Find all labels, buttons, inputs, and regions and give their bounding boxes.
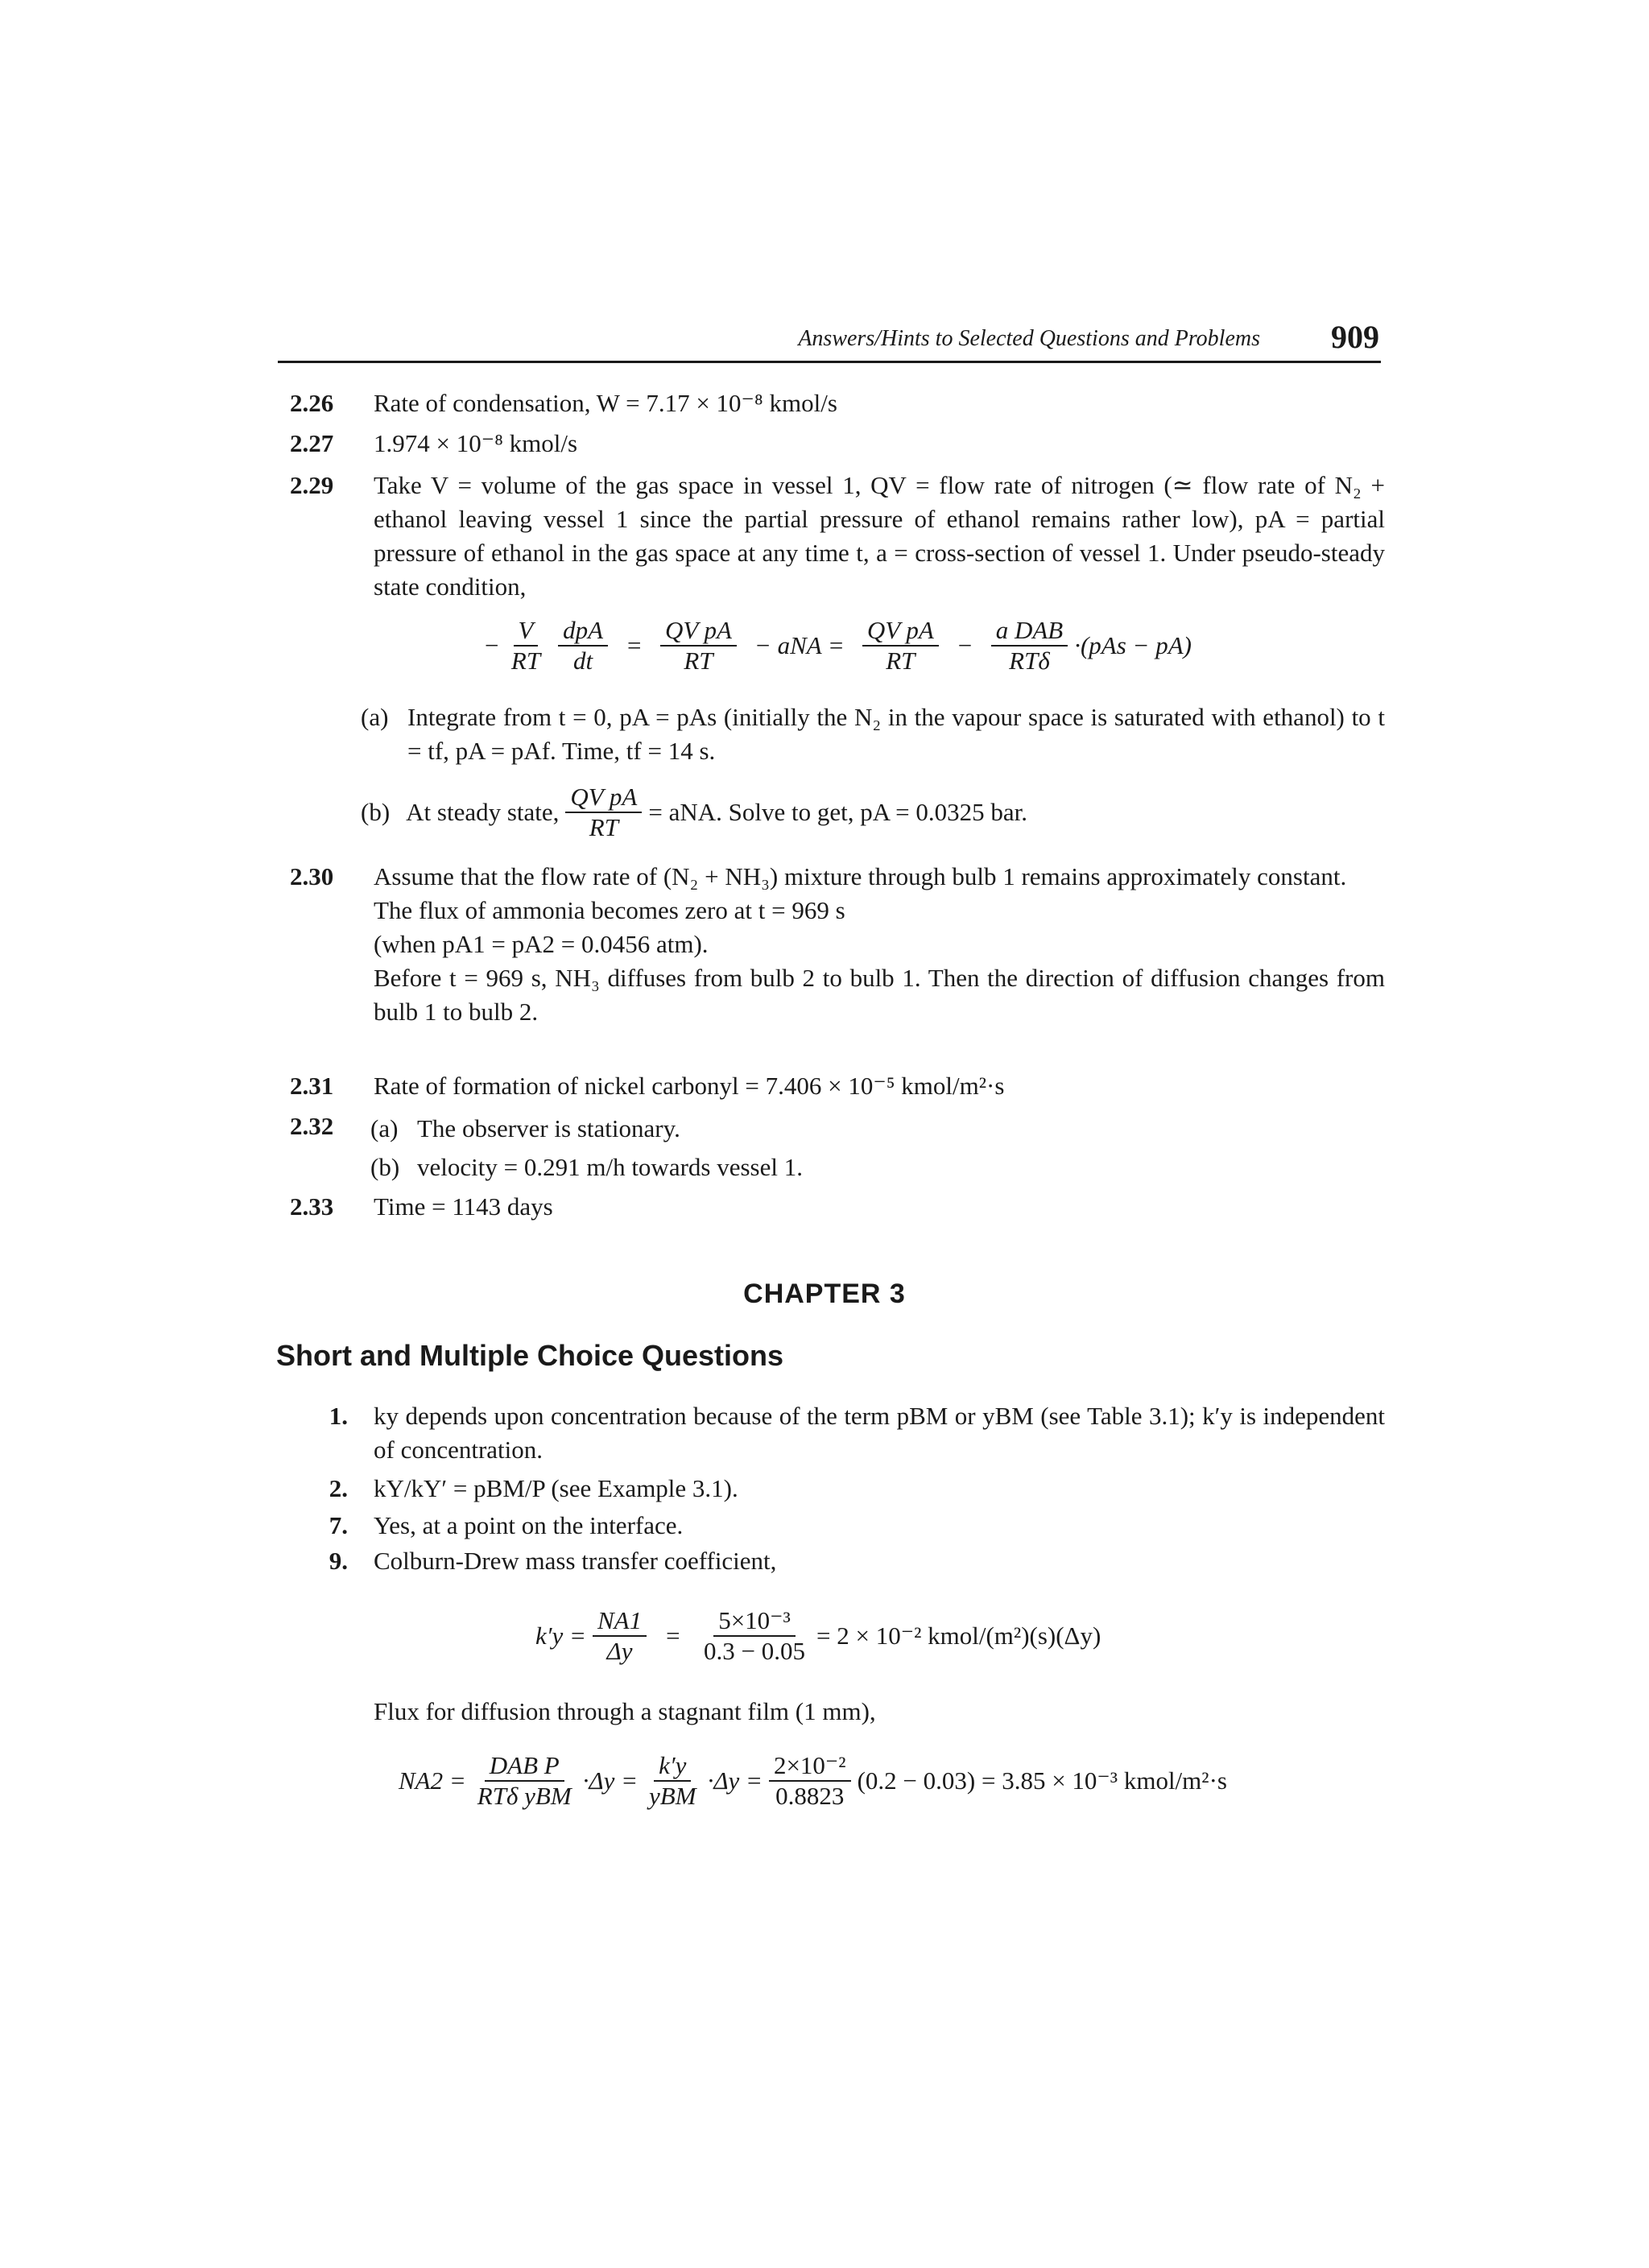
fraction: $\frac{\text{a DAB}}{\text{RTδ}}$ [991,616,1068,675]
eq-tail: ·(pAs − pA) [1074,630,1192,659]
fraction: $\frac{\text{QV pA}}{RT}$ [862,616,939,675]
answer-number: 2.27 [290,429,334,457]
part-text: = aNA. Solve to get, pA = 0.0325 bar. [648,797,1028,826]
eq-operator: − aNA = [754,630,845,659]
fraction: $\frac{\text{DAB P}}{\text{RTδ yBM}}$ [477,1751,572,1810]
flux-description [322,1695,1385,1729]
equation-2-29 [483,616,1192,675]
eq-operator: ·Δy = [582,1766,639,1795]
question-number: 7. [329,1511,348,1539]
eq-operator: − [956,630,973,659]
chapter-title: CHAPTER 3 [743,1279,906,1309]
answer-2-33 [290,1190,1385,1224]
part-label: (b) [370,1153,400,1181]
answer-2-29-part-b [361,783,1027,841]
eq-lhs: NA2 = [399,1766,466,1795]
question-text: Colburn-Drew mass transfer coefficient, [374,1547,777,1575]
question-text: ky depends upon concentration because of the term pBM or yBM (see Table 3.1); k′y is independent of concentration. [374,1402,1385,1464]
answer-text: Rate of condensation, W = 7.17 × 10⁻⁸ kmol/s [374,389,837,417]
answer-text: 1.974 × 10⁻⁸ kmol/s [374,429,578,457]
answer-line: The flux of ammonia becomes zero at t = 969 s [374,896,845,924]
equation-na2 [399,1751,1227,1810]
question-7 [322,1509,1385,1543]
part-label: (b) [361,797,391,826]
page-number: 909 [1331,319,1379,355]
part-label: (a) [370,1114,399,1142]
answer-number: 2.30 [290,862,334,890]
answer-number: 2.26 [290,389,334,417]
fraction: $\frac{NA1}{\Delta y}$ [593,1606,647,1665]
answer-text: Take V = volume of the gas space in vessel 1, QV = flow rate of nitrogen (≃ flow rate of N₂ + ethanol leaving vessel 1 since the partial pressure of ethanol remains rather low), pA = partial pressure of ethanol in the gas space at any time t, a = cross-section of vessel 1. Under pseudo-steady state condition, [374,471,1385,601]
answer-2-26 [290,386,1385,420]
question-text: Yes, at a point on the interface. [374,1511,684,1539]
eq-operator: ·Δy = [707,1766,763,1795]
answer-number: 2.32 [290,1112,334,1140]
question-number: 1. [329,1402,348,1430]
eq-rhs: (0.2 − 0.03) = 3.85 × 10⁻³ kmol/m²·s [857,1766,1227,1795]
answer-2-31 [290,1069,1385,1103]
question-1 [322,1399,1385,1467]
answer-number: 2.33 [290,1192,334,1221]
fraction: $\frac{\text{QV pA}}{RT}$ [565,783,642,841]
fraction: $\frac{V}{RT}$ [510,616,541,675]
answer-line: (when pA1 = pA2 = 0.0456 atm). [374,930,709,958]
question-9 [322,1544,1385,1578]
answer-number: 2.29 [290,471,334,499]
eq-sign: − [483,630,500,659]
answer-2-29-part-a [290,700,1385,768]
flux-text: Flux for diffusion through a stagnant film (1 mm), [374,1697,876,1725]
section-title: Short and Multiple Choice Questions [276,1339,784,1372]
fraction: $\frac{\text{QV pA}}{RT}$ [660,616,737,675]
fraction: $\frac{\text{2×10⁻²}}{0.8823}$ [769,1751,851,1810]
answer-line: Assume that the flow rate of (N₂ + NH₃) mixture through bulb 1 remains approximately constant. [374,862,1347,890]
question-text: kY/kY′ = pBM/P (see Example 3.1). [374,1474,738,1502]
running-header [278,319,1381,363]
answer-line: Before t = 969 s, NH₃ diffuses from bulb 2 to bulb 1. Then the direction of diffusion changes from bulb 1 to bulb 2. [374,964,1385,1026]
part-text: The observer is stationary. [417,1114,680,1142]
part-text: At steady state, [406,797,560,826]
answer-text: Time = 1143 days [374,1192,553,1221]
answer-text: Rate of formation of nickel carbonyl = 7.406 × 10⁻⁵ kmol/m²·s [374,1072,1005,1100]
fraction: $\frac{\text{dpA}}{dt}$ [558,616,608,675]
answer-2-32 [290,1109,1385,1187]
question-2 [322,1472,1385,1506]
answer-2-27 [290,427,1385,461]
answer-2-30 [290,860,1385,1029]
fraction: $\frac{k'y}{\text{yBM}}$ [649,1751,696,1810]
part-label: (a) [361,703,389,731]
part-text: velocity = 0.291 m/h towards vessel 1. [417,1153,803,1181]
eq-operator: = [664,1621,682,1650]
running-title: Answers/Hints to Selected Questions and Problems [798,326,1260,351]
eq-rhs: = 2 × 10⁻² kmol/(m²)(s)(Δy) [816,1621,1101,1650]
eq-operator: = [626,630,643,659]
eq-lhs: k′y = [535,1621,586,1650]
equation-ky-prime [535,1606,1101,1665]
fraction: $\frac{\text{5×10⁻³}}{0.3 - 0.05}$ [704,1606,805,1665]
question-number: 9. [329,1547,348,1575]
answer-number: 2.31 [290,1072,334,1100]
part-text: Integrate from t = 0, pA = pAs (initially the N₂ in the vapour space is saturated with ethanol) to t = tf, pA = pAf. Time, tf = 14 s. [407,703,1385,765]
answer-2-29 [290,469,1385,604]
question-number: 2. [329,1474,348,1502]
